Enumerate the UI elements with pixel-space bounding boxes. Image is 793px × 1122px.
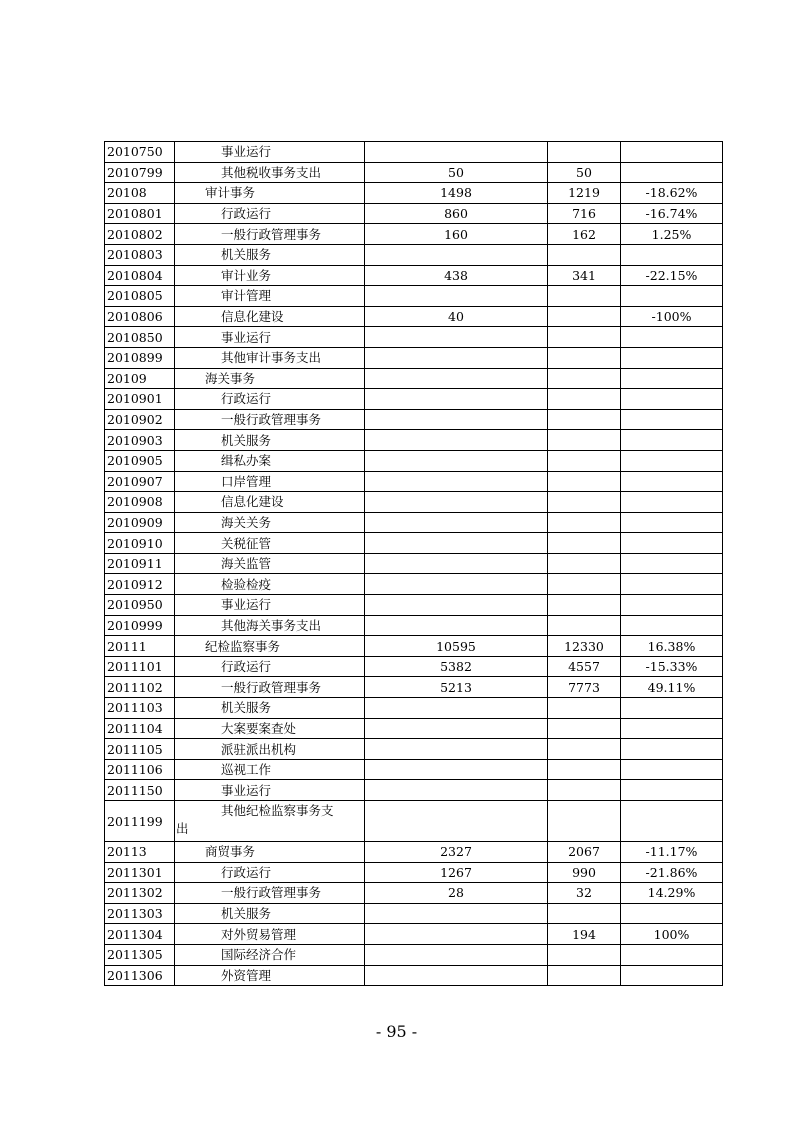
row-code-cell: 2010899 xyxy=(105,347,175,368)
row-value2-cell xyxy=(548,574,621,595)
row-name-cell: 审计管理 xyxy=(175,286,365,307)
row-code-cell: 2011199 xyxy=(105,801,175,842)
row-name-cell: 海关关务 xyxy=(175,512,365,533)
row-value2-cell xyxy=(548,739,621,760)
table-row xyxy=(105,718,723,739)
table-row xyxy=(105,368,723,389)
row-percent-cell: -15.33% xyxy=(621,656,723,677)
row-value1-cell xyxy=(365,615,548,636)
table-row xyxy=(105,512,723,533)
table-row xyxy=(105,389,723,410)
table-row xyxy=(105,924,723,945)
table-row xyxy=(105,533,723,554)
row-code-cell: 2010907 xyxy=(105,471,175,492)
row-name-cell: 事业运行 xyxy=(175,595,365,616)
row-value2-cell xyxy=(548,595,621,616)
row-code-cell: 20111 xyxy=(105,636,175,657)
row-percent-cell: -22.15% xyxy=(621,265,723,286)
row-code-cell: 20108 xyxy=(105,183,175,204)
row-name-cell: 信息化建设 xyxy=(175,492,365,513)
row-code-cell: 2010908 xyxy=(105,492,175,513)
row-value2-cell xyxy=(548,492,621,513)
row-name-cell: 行政运行 xyxy=(175,862,365,883)
row-value2-cell xyxy=(548,512,621,533)
row-code-cell: 2010905 xyxy=(105,450,175,471)
row-value1-cell xyxy=(365,759,548,780)
row-code-cell: 2010802 xyxy=(105,224,175,245)
row-value2-cell: 7773 xyxy=(548,677,621,698)
row-percent-cell xyxy=(621,142,723,163)
row-name-line1: 其他纪检监察事务支 xyxy=(221,803,334,818)
row-code-cell: 2010911 xyxy=(105,553,175,574)
row-name-cell: 行政运行 xyxy=(175,656,365,677)
row-percent-cell xyxy=(621,492,723,513)
row-percent-cell xyxy=(621,574,723,595)
row-value2-cell: 162 xyxy=(548,224,621,245)
row-value1-cell: 160 xyxy=(365,224,548,245)
row-name-cell: 一般行政管理事务 xyxy=(175,677,365,698)
row-code-cell: 2010950 xyxy=(105,595,175,616)
row-name-cell: 机关服务 xyxy=(175,903,365,924)
table-row xyxy=(105,286,723,307)
row-value1-cell xyxy=(365,389,548,410)
row-value1-cell: 860 xyxy=(365,203,548,224)
row-percent-cell: -18.62% xyxy=(621,183,723,204)
row-value1-cell: 28 xyxy=(365,883,548,904)
row-percent-cell: 1.25% xyxy=(621,224,723,245)
row-value2-cell xyxy=(548,286,621,307)
table-row xyxy=(105,739,723,760)
row-value1-cell: 10595 xyxy=(365,636,548,657)
row-percent-cell xyxy=(621,903,723,924)
row-percent-cell xyxy=(621,553,723,574)
table-row xyxy=(105,615,723,636)
table-row xyxy=(105,142,723,163)
row-code-cell: 2010805 xyxy=(105,286,175,307)
row-percent-cell xyxy=(621,739,723,760)
row-code-cell: 2011103 xyxy=(105,698,175,719)
row-code-cell: 2010912 xyxy=(105,574,175,595)
row-percent-cell xyxy=(621,801,723,842)
row-name-cell: 外资管理 xyxy=(175,965,365,986)
row-name-cell: 行政运行 xyxy=(175,389,365,410)
table-row xyxy=(105,224,723,245)
row-value1-cell xyxy=(365,574,548,595)
row-percent-cell xyxy=(621,327,723,348)
row-name-cell: 机关服务 xyxy=(175,698,365,719)
row-value2-cell xyxy=(548,244,621,265)
table-row xyxy=(105,244,723,265)
row-code-cell: 2010999 xyxy=(105,615,175,636)
row-value1-cell xyxy=(365,450,548,471)
row-name-cell: 纪检监察事务 xyxy=(175,636,365,657)
row-value1-cell: 1267 xyxy=(365,862,548,883)
table-row xyxy=(105,347,723,368)
table-row xyxy=(105,636,723,657)
row-code-cell: 2010909 xyxy=(105,512,175,533)
row-name-cell: 大案要案查处 xyxy=(175,718,365,739)
row-code-cell: 2011104 xyxy=(105,718,175,739)
row-value2-cell: 2067 xyxy=(548,842,621,863)
row-value2-cell xyxy=(548,142,621,163)
row-name-cell: 行政运行 xyxy=(175,203,365,224)
row-name-cell: 其他海关事务支出 xyxy=(175,615,365,636)
row-value2-cell xyxy=(548,389,621,410)
row-code-cell: 2010903 xyxy=(105,430,175,451)
row-percent-cell: 100% xyxy=(621,924,723,945)
row-value1-cell: 2327 xyxy=(365,842,548,863)
row-value2-cell: 716 xyxy=(548,203,621,224)
table-row xyxy=(105,306,723,327)
row-percent-cell: -11.17% xyxy=(621,842,723,863)
row-percent-cell xyxy=(621,780,723,801)
row-value1-cell xyxy=(365,553,548,574)
row-value2-cell xyxy=(548,780,621,801)
row-name-cell: 海关监管 xyxy=(175,553,365,574)
row-value1-cell: 50 xyxy=(365,162,548,183)
row-code-cell: 2010803 xyxy=(105,244,175,265)
row-value2-cell: 32 xyxy=(548,883,621,904)
row-name-cell: 检验检疫 xyxy=(175,574,365,595)
row-name-cell: 关税征管 xyxy=(175,533,365,554)
row-value2-cell xyxy=(548,306,621,327)
row-code-cell: 2010850 xyxy=(105,327,175,348)
row-name-cell: 一般行政管理事务 xyxy=(175,883,365,904)
table-row xyxy=(105,780,723,801)
row-value2-cell xyxy=(548,698,621,719)
row-value2-cell xyxy=(548,944,621,965)
row-value2-cell xyxy=(548,615,621,636)
row-value2-cell: 12330 xyxy=(548,636,621,657)
table-row xyxy=(105,965,723,986)
row-code-cell: 2010801 xyxy=(105,203,175,224)
row-value1-cell xyxy=(365,698,548,719)
row-percent-cell xyxy=(621,698,723,719)
row-code-cell: 2010910 xyxy=(105,533,175,554)
table-row xyxy=(105,862,723,883)
row-percent-cell xyxy=(621,162,723,183)
row-percent-cell xyxy=(621,759,723,780)
row-name-cell: 审计事务 xyxy=(175,183,365,204)
row-code-cell: 2011302 xyxy=(105,883,175,904)
row-value1-cell xyxy=(365,924,548,945)
row-name-cell: 审计业务 xyxy=(175,265,365,286)
row-percent-cell: 14.29% xyxy=(621,883,723,904)
row-value1-cell xyxy=(365,801,548,842)
row-percent-cell xyxy=(621,595,723,616)
row-percent-cell xyxy=(621,368,723,389)
row-value1-cell xyxy=(365,244,548,265)
row-code-cell: 2010804 xyxy=(105,265,175,286)
row-value2-cell xyxy=(548,903,621,924)
table-row xyxy=(105,430,723,451)
row-code-cell: 2011105 xyxy=(105,739,175,760)
row-value2-cell xyxy=(548,553,621,574)
row-value2-cell xyxy=(548,471,621,492)
row-code-cell: 2011301 xyxy=(105,862,175,883)
table-body xyxy=(105,142,723,986)
row-value1-cell xyxy=(365,965,548,986)
row-code-cell: 2011304 xyxy=(105,924,175,945)
row-value2-cell xyxy=(548,965,621,986)
table-row xyxy=(105,759,723,780)
table-row xyxy=(105,183,723,204)
row-value1-cell xyxy=(365,512,548,533)
row-value2-cell xyxy=(548,801,621,842)
table-row xyxy=(105,450,723,471)
row-name-cell: 一般行政管理事务 xyxy=(175,224,365,245)
row-percent-cell: 49.11% xyxy=(621,677,723,698)
row-value1-cell: 1498 xyxy=(365,183,548,204)
row-name-cell: 海关事务 xyxy=(175,368,365,389)
table-row xyxy=(105,944,723,965)
row-name-cell: 国际经济合作 xyxy=(175,944,365,965)
row-value1-cell xyxy=(365,718,548,739)
row-name-cell: 缉私办案 xyxy=(175,450,365,471)
row-percent-cell xyxy=(621,615,723,636)
table-row xyxy=(105,471,723,492)
budget-table xyxy=(104,141,723,986)
row-code-cell: 20109 xyxy=(105,368,175,389)
row-value1-cell xyxy=(365,430,548,451)
row-name-cell: 巡视工作 xyxy=(175,759,365,780)
row-name-cell: 信息化建设 xyxy=(175,306,365,327)
table-row xyxy=(105,203,723,224)
row-percent-cell xyxy=(621,389,723,410)
row-value1-cell xyxy=(365,347,548,368)
row-percent-cell: -21.86% xyxy=(621,862,723,883)
row-name-cell: 口岸管理 xyxy=(175,471,365,492)
row-percent-cell xyxy=(621,409,723,430)
page-number: - 95 - xyxy=(375,1022,418,1041)
table-row xyxy=(105,265,723,286)
table-row xyxy=(105,677,723,698)
row-value1-cell: 40 xyxy=(365,306,548,327)
table-row xyxy=(105,574,723,595)
row-percent-cell xyxy=(621,244,723,265)
row-value1-cell xyxy=(365,944,548,965)
row-percent-cell xyxy=(621,471,723,492)
row-value1-cell xyxy=(365,368,548,389)
table-row xyxy=(105,553,723,574)
row-code-cell: 2011305 xyxy=(105,944,175,965)
row-value2-cell xyxy=(548,533,621,554)
row-value2-cell xyxy=(548,759,621,780)
row-code-cell: 2010799 xyxy=(105,162,175,183)
row-name-cell: 事业运行 xyxy=(175,327,365,348)
row-value2-cell xyxy=(548,368,621,389)
row-value2-cell xyxy=(548,718,621,739)
row-value1-cell: 438 xyxy=(365,265,548,286)
row-name-line2: 出 xyxy=(176,821,189,836)
row-percent-cell xyxy=(621,286,723,307)
row-percent-cell xyxy=(621,965,723,986)
table-row xyxy=(105,162,723,183)
row-value2-cell xyxy=(548,409,621,430)
row-percent-cell xyxy=(621,533,723,554)
table-row xyxy=(105,801,723,842)
row-value1-cell xyxy=(365,780,548,801)
table-row xyxy=(105,903,723,924)
row-value1-cell xyxy=(365,595,548,616)
row-percent-cell xyxy=(621,347,723,368)
row-name-cell: 商贸事务 xyxy=(175,842,365,863)
row-value2-cell: 4557 xyxy=(548,656,621,677)
table-row xyxy=(105,698,723,719)
row-code-cell: 2011106 xyxy=(105,759,175,780)
row-value2-cell xyxy=(548,327,621,348)
row-code-cell: 2010902 xyxy=(105,409,175,430)
row-value2-cell xyxy=(548,430,621,451)
row-percent-cell xyxy=(621,718,723,739)
row-name-cell: 事业运行 xyxy=(175,780,365,801)
row-value1-cell xyxy=(365,286,548,307)
row-value1-cell xyxy=(365,409,548,430)
row-value2-cell: 50 xyxy=(548,162,621,183)
row-name-cell: 其他审计事务支出 xyxy=(175,347,365,368)
row-percent-cell xyxy=(621,450,723,471)
row-code-cell: 2011303 xyxy=(105,903,175,924)
row-code-cell: 2010901 xyxy=(105,389,175,410)
row-percent-cell: 16.38% xyxy=(621,636,723,657)
row-code-cell: 20113 xyxy=(105,842,175,863)
row-name-cell: 事业运行 xyxy=(175,142,365,163)
row-name-cell xyxy=(175,801,365,842)
row-name-cell: 对外贸易管理 xyxy=(175,924,365,945)
row-percent-cell: -16.74% xyxy=(621,203,723,224)
table-row xyxy=(105,327,723,348)
row-code-cell: 2011150 xyxy=(105,780,175,801)
row-value2-cell xyxy=(548,347,621,368)
row-code-cell: 2010806 xyxy=(105,306,175,327)
row-name-cell: 一般行政管理事务 xyxy=(175,409,365,430)
table-row xyxy=(105,595,723,616)
row-percent-cell xyxy=(621,944,723,965)
row-value2-cell: 1219 xyxy=(548,183,621,204)
row-percent-cell: -100% xyxy=(621,306,723,327)
row-value1-cell xyxy=(365,471,548,492)
row-value1-cell xyxy=(365,142,548,163)
row-code-cell: 2011102 xyxy=(105,677,175,698)
row-value1-cell xyxy=(365,492,548,513)
row-value1-cell xyxy=(365,533,548,554)
row-value2-cell: 990 xyxy=(548,862,621,883)
table-row xyxy=(105,409,723,430)
table-row xyxy=(105,842,723,863)
row-value1-cell xyxy=(365,739,548,760)
row-code-cell: 2010750 xyxy=(105,142,175,163)
row-name-cell: 机关服务 xyxy=(175,430,365,451)
table-row xyxy=(105,883,723,904)
row-value2-cell: 341 xyxy=(548,265,621,286)
row-value1-cell xyxy=(365,327,548,348)
row-value1-cell: 5382 xyxy=(365,656,548,677)
row-name-cell: 其他税收事务支出 xyxy=(175,162,365,183)
row-value2-cell: 194 xyxy=(548,924,621,945)
row-code-cell: 2011101 xyxy=(105,656,175,677)
row-value1-cell xyxy=(365,903,548,924)
row-code-cell: 2011306 xyxy=(105,965,175,986)
row-value1-cell: 5213 xyxy=(365,677,548,698)
row-value2-cell xyxy=(548,450,621,471)
row-name-cell: 派驻派出机构 xyxy=(175,739,365,760)
table-row xyxy=(105,656,723,677)
row-percent-cell xyxy=(621,430,723,451)
row-name-cell: 机关服务 xyxy=(175,244,365,265)
table-row xyxy=(105,492,723,513)
row-percent-cell xyxy=(621,512,723,533)
